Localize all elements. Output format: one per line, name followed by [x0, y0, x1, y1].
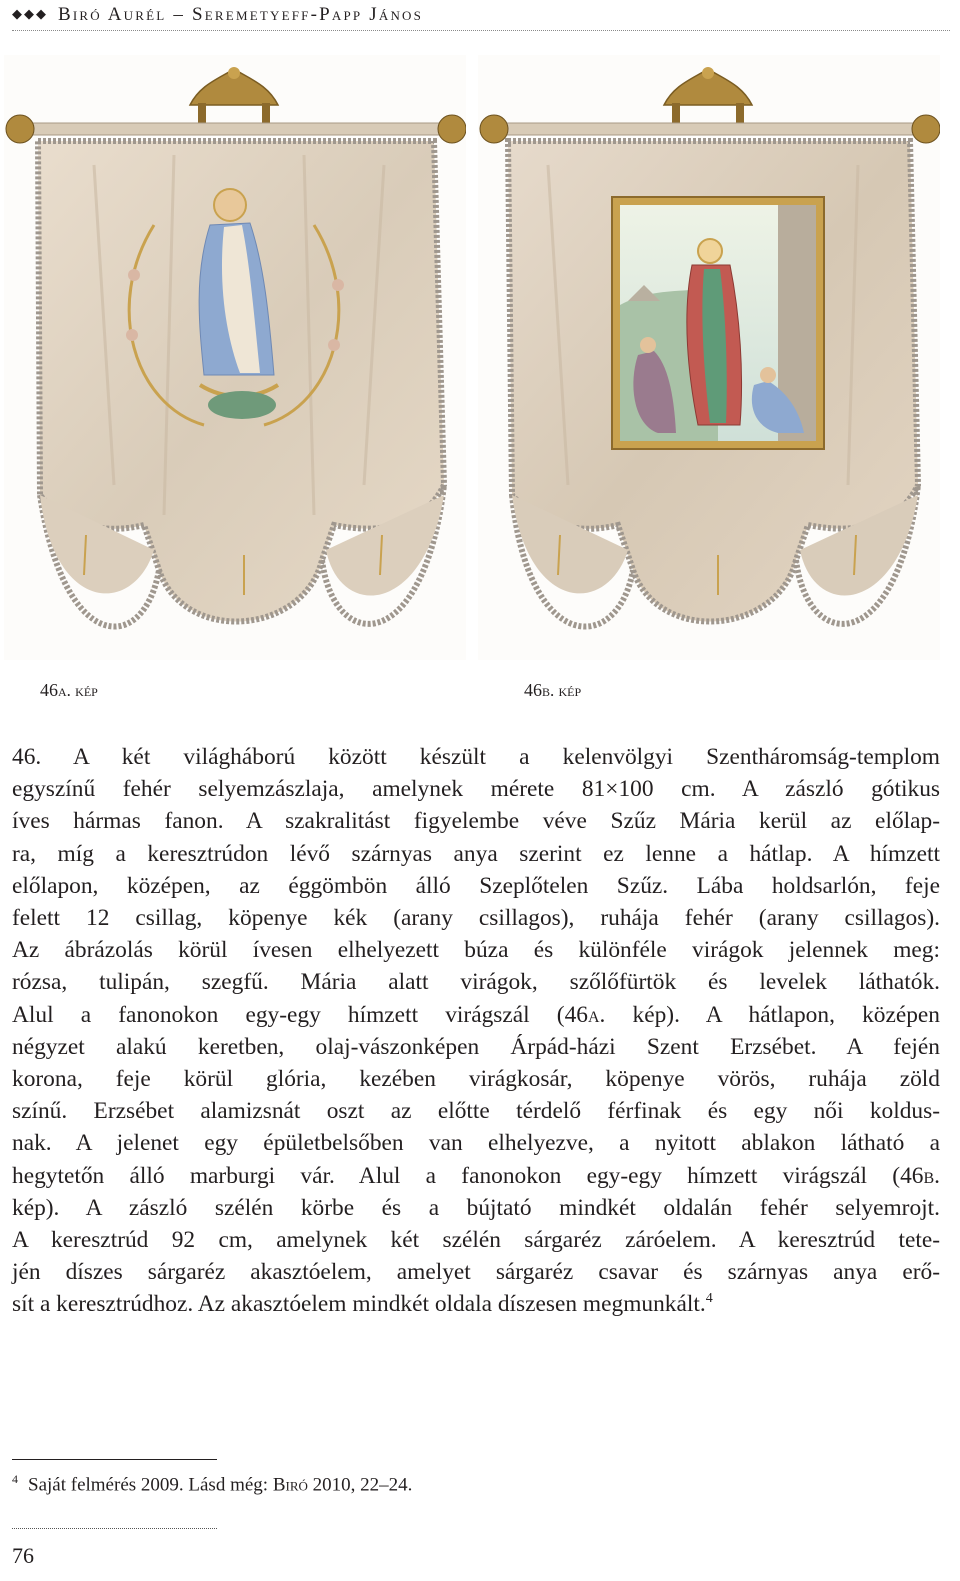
- footnote-4: $^4$ Saját felmérés 2009. Lásd még: Biró 2010, 22–24.: [12, 1472, 413, 1496]
- running-header: [12, 4, 950, 28]
- text-line: jén díszes sárgaréz akasztóelem, amelyet sárgaréz csavar és szárnyas anya erő-: [12, 1259, 940, 1286]
- figure-46b-caption: 46b. kép: [524, 680, 582, 700]
- figure-46a-number: 46: [40, 680, 58, 700]
- footnote-reference[interactable]: 4: [705, 1291, 713, 1307]
- text-line: korona, feje körül glória, kezében virágkosár, köpenye vörös, ruhája zöld: [12, 1066, 940, 1093]
- figure-46a-word: kép: [75, 681, 98, 700]
- page-number: 76: [12, 1543, 34, 1568]
- banner-front-photo: [4, 55, 466, 660]
- header-rule: [12, 30, 950, 31]
- text-line: színű. Erzsébet alamizsnát oszt az előtte térdelő férfinak és egy női koldus-: [12, 1098, 940, 1125]
- figure-46b-letter: b: [542, 681, 551, 700]
- text-line: Alul a fanonokon egy-egy hímzett virágszál (46a. kép). A hátlapon, középen: [12, 1001, 940, 1028]
- text-line: sít a keresztrúdhoz. Az akasztóelem mindkét oldala díszesen megmunkált.$^4$: [12, 1291, 713, 1318]
- footnote-author: Biró: [272, 1474, 308, 1496]
- figure-46b-word: kép: [558, 681, 582, 700]
- entry-46-text: [12, 741, 940, 1321]
- text-line: 46. A két világháború között készült a kelenvölgyi Szentháromság-templom: [12, 744, 940, 770]
- text-line: ra, míg a keresztrúdon lévő szárnyas anya szerint ez lenne a hátlap. A hímzett: [12, 840, 940, 867]
- text-line: előlapon, középen, az éggömbön álló Szeplőtelen Szűz. Lába holdsarlón, feje: [12, 872, 940, 899]
- text-line: nak. A jelenet egy épületbelsőben van elhelyezve, a nyitott ablakon látható a: [12, 1130, 940, 1157]
- text-line: négyzet alakú keretben, olaj-vászonképen Árpád-házi Szent Erzsébet. A fején: [12, 1033, 940, 1060]
- footnote-rule: [12, 1459, 217, 1460]
- text-line: rózsa, tulipán, szegfű. Mária alatt virágok, szőlőfürtök és levelek láthatók.: [12, 969, 940, 996]
- text-line: A keresztrúd 92 cm, amelynek két szélén sárgaréz záróelem. A keresztrúd tete-: [12, 1227, 940, 1254]
- text-line: felett 12 csillag, köpenye kék (arany csillagos), ruhája fehér (arany csillagos).: [12, 905, 940, 932]
- text-line: íves hármas fanon. A szakralitást figyelembe véve Szűz Mária kerül az előlap-: [12, 808, 940, 835]
- text-line: Az ábrázolás körül ívesen elhelyezett búza és különféle virágok jelennek meg:: [12, 937, 940, 964]
- figure-46a-letter: a: [58, 681, 67, 700]
- text-line: egyszínű fehér selyemzászlaja, amelynek mérete 81×100 cm. A zászló gótikus: [12, 776, 940, 803]
- text-line: hegytetőn álló marburgi vár. Alul a fanonokon egy-egy hímzett virágszál (46b.: [12, 1162, 940, 1189]
- banner-back-photo: [478, 55, 940, 660]
- header-bullets: ◆◆◆: [12, 6, 48, 21]
- figure-46a-caption: 46a. kép: [40, 680, 98, 700]
- text-line: kép). A zászló szélén körbe és a bújtató mindkét oldalán fehér selyemrojt.: [12, 1194, 940, 1221]
- footnote-mark: 4: [12, 1472, 18, 1486]
- folio-rule: [12, 1528, 217, 1529]
- running-title: Biró Aurél – Seremetyeff-Papp János: [58, 4, 424, 25]
- figure-46b-number: 46: [524, 680, 542, 700]
